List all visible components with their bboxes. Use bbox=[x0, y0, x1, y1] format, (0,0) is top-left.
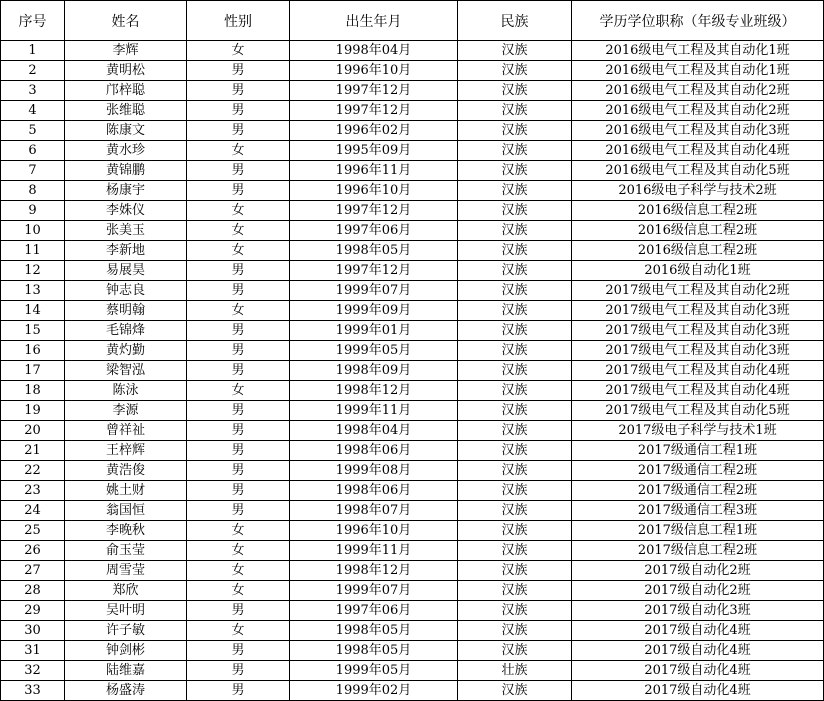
cell-name: 陈康文 bbox=[65, 121, 187, 141]
cell-class: 2017级自动化4班 bbox=[572, 681, 824, 701]
cell-class: 2016级信息工程2班 bbox=[572, 241, 824, 261]
cell-ethnicity: 汉族 bbox=[458, 641, 572, 661]
table-row bbox=[1, 41, 824, 61]
cell-name: 黄浩俊 bbox=[65, 461, 187, 481]
cell-class: 2016级电气工程及其自动化3班 bbox=[572, 121, 824, 141]
cell-ethnicity: 汉族 bbox=[458, 301, 572, 321]
cell-birth-date: 1997年06月 bbox=[290, 221, 458, 241]
cell-birth-date: 1998年04月 bbox=[290, 41, 458, 61]
cell-index: 32 bbox=[1, 661, 65, 681]
cell-name: 黄锦鹏 bbox=[65, 161, 187, 181]
table-row bbox=[1, 541, 824, 561]
cell-class: 2017级电气工程及其自动化4班 bbox=[572, 361, 824, 381]
cell-birth-date: 1999年11月 bbox=[290, 541, 458, 561]
cell-birth-date: 1995年09月 bbox=[290, 141, 458, 161]
cell-ethnicity: 汉族 bbox=[458, 201, 572, 221]
cell-class: 2017级电气工程及其自动化2班 bbox=[572, 281, 824, 301]
table-row bbox=[1, 181, 824, 201]
header-birth-date: 出生年月 bbox=[290, 1, 458, 41]
cell-name: 吴叶明 bbox=[65, 601, 187, 621]
cell-name: 翁国恒 bbox=[65, 501, 187, 521]
cell-index: 1 bbox=[1, 41, 65, 61]
header-gender: 性别 bbox=[187, 1, 290, 41]
cell-ethnicity: 汉族 bbox=[458, 181, 572, 201]
cell-gender: 女 bbox=[187, 621, 290, 641]
cell-class: 2016级电气工程及其自动化4班 bbox=[572, 141, 824, 161]
table-row bbox=[1, 481, 824, 501]
cell-name: 陆维嘉 bbox=[65, 661, 187, 681]
table-row bbox=[1, 361, 824, 381]
cell-ethnicity: 汉族 bbox=[458, 61, 572, 81]
cell-name: 陈泳 bbox=[65, 381, 187, 401]
cell-birth-date: 1997年12月 bbox=[290, 81, 458, 101]
cell-gender: 男 bbox=[187, 61, 290, 81]
cell-index: 21 bbox=[1, 441, 65, 461]
cell-birth-date: 1996年02月 bbox=[290, 121, 458, 141]
cell-birth-date: 1999年07月 bbox=[290, 581, 458, 601]
cell-ethnicity: 汉族 bbox=[458, 101, 572, 121]
cell-birth-date: 1998年04月 bbox=[290, 421, 458, 441]
cell-class: 2017级信息工程1班 bbox=[572, 521, 824, 541]
cell-index: 31 bbox=[1, 641, 65, 661]
cell-gender: 男 bbox=[187, 261, 290, 281]
cell-ethnicity: 汉族 bbox=[458, 41, 572, 61]
cell-birth-date: 1996年10月 bbox=[290, 521, 458, 541]
cell-name: 姚土财 bbox=[65, 481, 187, 501]
cell-gender: 女 bbox=[187, 201, 290, 221]
cell-name: 王梓辉 bbox=[65, 441, 187, 461]
cell-class: 2017级通信工程2班 bbox=[572, 481, 824, 501]
cell-gender: 男 bbox=[187, 341, 290, 361]
cell-gender: 女 bbox=[187, 381, 290, 401]
cell-index: 28 bbox=[1, 581, 65, 601]
cell-index: 5 bbox=[1, 121, 65, 141]
cell-ethnicity: 汉族 bbox=[458, 581, 572, 601]
table-row bbox=[1, 401, 824, 421]
cell-name: 李姝仪 bbox=[65, 201, 187, 221]
cell-birth-date: 1998年07月 bbox=[290, 501, 458, 521]
table-row bbox=[1, 561, 824, 581]
table-row bbox=[1, 641, 824, 661]
header-name: 姓名 bbox=[65, 1, 187, 41]
cell-index: 17 bbox=[1, 361, 65, 381]
table-row bbox=[1, 61, 824, 81]
cell-index: 2 bbox=[1, 61, 65, 81]
cell-birth-date: 1998年05月 bbox=[290, 641, 458, 661]
cell-ethnicity: 汉族 bbox=[458, 521, 572, 541]
cell-gender: 男 bbox=[187, 161, 290, 181]
cell-index: 6 bbox=[1, 141, 65, 161]
table-row bbox=[1, 581, 824, 601]
cell-gender: 男 bbox=[187, 441, 290, 461]
cell-name: 毛锦烽 bbox=[65, 321, 187, 341]
cell-index: 30 bbox=[1, 621, 65, 641]
cell-class: 2017级自动化4班 bbox=[572, 661, 824, 681]
cell-name: 李晚秋 bbox=[65, 521, 187, 541]
cell-name: 蔡明翰 bbox=[65, 301, 187, 321]
table-row bbox=[1, 421, 824, 441]
cell-ethnicity: 汉族 bbox=[458, 121, 572, 141]
cell-index: 11 bbox=[1, 241, 65, 261]
header-class: 学历学位职称（年级专业班级） bbox=[572, 1, 824, 41]
cell-gender: 男 bbox=[187, 401, 290, 421]
cell-index: 27 bbox=[1, 561, 65, 581]
cell-ethnicity: 汉族 bbox=[458, 221, 572, 241]
cell-name: 杨康宇 bbox=[65, 181, 187, 201]
cell-birth-date: 1996年10月 bbox=[290, 181, 458, 201]
cell-class: 2017级电气工程及其自动化4班 bbox=[572, 381, 824, 401]
cell-class: 2016级电气工程及其自动化5班 bbox=[572, 161, 824, 181]
cell-birth-date: 1999年02月 bbox=[290, 681, 458, 701]
table-row bbox=[1, 321, 824, 341]
table-row bbox=[1, 81, 824, 101]
cell-class: 2017级自动化3班 bbox=[572, 601, 824, 621]
cell-birth-date: 1996年11月 bbox=[290, 161, 458, 181]
cell-birth-date: 1998年12月 bbox=[290, 561, 458, 581]
cell-birth-date: 1999年07月 bbox=[290, 281, 458, 301]
cell-gender: 男 bbox=[187, 281, 290, 301]
cell-class: 2017级自动化4班 bbox=[572, 621, 824, 641]
cell-gender: 男 bbox=[187, 501, 290, 521]
table-row bbox=[1, 121, 824, 141]
table-row bbox=[1, 141, 824, 161]
table-row bbox=[1, 241, 824, 261]
cell-class: 2017级通信工程1班 bbox=[572, 441, 824, 461]
cell-name: 黄水珍 bbox=[65, 141, 187, 161]
cell-class: 2016级信息工程2班 bbox=[572, 221, 824, 241]
cell-ethnicity: 汉族 bbox=[458, 261, 572, 281]
table-row bbox=[1, 501, 824, 521]
cell-gender: 女 bbox=[187, 581, 290, 601]
cell-index: 10 bbox=[1, 221, 65, 241]
cell-gender: 男 bbox=[187, 181, 290, 201]
cell-gender: 男 bbox=[187, 481, 290, 501]
cell-class: 2017级电气工程及其自动化3班 bbox=[572, 301, 824, 321]
cell-birth-date: 1999年11月 bbox=[290, 401, 458, 421]
cell-ethnicity: 汉族 bbox=[458, 461, 572, 481]
cell-index: 4 bbox=[1, 101, 65, 121]
table-row bbox=[1, 221, 824, 241]
cell-birth-date: 1999年09月 bbox=[290, 301, 458, 321]
cell-class: 2017级自动化2班 bbox=[572, 581, 824, 601]
cell-gender: 女 bbox=[187, 141, 290, 161]
table-row bbox=[1, 441, 824, 461]
cell-name: 钟剑彬 bbox=[65, 641, 187, 661]
cell-ethnicity: 汉族 bbox=[458, 481, 572, 501]
cell-index: 20 bbox=[1, 421, 65, 441]
cell-index: 33 bbox=[1, 681, 65, 701]
table-row bbox=[1, 381, 824, 401]
cell-name: 张维聪 bbox=[65, 101, 187, 121]
cell-ethnicity: 汉族 bbox=[458, 601, 572, 621]
cell-index: 18 bbox=[1, 381, 65, 401]
cell-gender: 女 bbox=[187, 541, 290, 561]
cell-class: 2016级电气工程及其自动化1班 bbox=[572, 41, 824, 61]
cell-index: 22 bbox=[1, 461, 65, 481]
cell-birth-date: 1997年12月 bbox=[290, 261, 458, 281]
cell-name: 郑欣 bbox=[65, 581, 187, 601]
cell-ethnicity: 汉族 bbox=[458, 541, 572, 561]
cell-ethnicity: 汉族 bbox=[458, 681, 572, 701]
cell-index: 19 bbox=[1, 401, 65, 421]
cell-class: 2017级通信工程3班 bbox=[572, 501, 824, 521]
cell-index: 16 bbox=[1, 341, 65, 361]
cell-ethnicity: 汉族 bbox=[458, 501, 572, 521]
cell-class: 2017级电气工程及其自动化3班 bbox=[572, 341, 824, 361]
cell-index: 12 bbox=[1, 261, 65, 281]
cell-ethnicity: 壮族 bbox=[458, 661, 572, 681]
header-index: 序号 bbox=[1, 1, 65, 41]
cell-class: 2017级自动化4班 bbox=[572, 641, 824, 661]
cell-name: 李源 bbox=[65, 401, 187, 421]
header-row bbox=[1, 1, 824, 41]
cell-gender: 男 bbox=[187, 121, 290, 141]
cell-ethnicity: 汉族 bbox=[458, 361, 572, 381]
cell-index: 14 bbox=[1, 301, 65, 321]
cell-class: 2016级电气工程及其自动化1班 bbox=[572, 61, 824, 81]
cell-gender: 男 bbox=[187, 421, 290, 441]
cell-birth-date: 1999年08月 bbox=[290, 461, 458, 481]
cell-name: 钟志良 bbox=[65, 281, 187, 301]
cell-ethnicity: 汉族 bbox=[458, 381, 572, 401]
cell-gender: 男 bbox=[187, 81, 290, 101]
cell-ethnicity: 汉族 bbox=[458, 421, 572, 441]
cell-name: 俞玉莹 bbox=[65, 541, 187, 561]
cell-class: 2016级自动化1班 bbox=[572, 261, 824, 281]
cell-gender: 男 bbox=[187, 461, 290, 481]
cell-index: 9 bbox=[1, 201, 65, 221]
cell-birth-date: 1998年12月 bbox=[290, 381, 458, 401]
cell-class: 2017级电气工程及其自动化3班 bbox=[572, 321, 824, 341]
cell-gender: 男 bbox=[187, 641, 290, 661]
cell-class: 2016级电子科学与技术2班 bbox=[572, 181, 824, 201]
cell-class: 2016级电气工程及其自动化2班 bbox=[572, 81, 824, 101]
cell-ethnicity: 汉族 bbox=[458, 341, 572, 361]
cell-index: 25 bbox=[1, 521, 65, 541]
cell-birth-date: 1998年09月 bbox=[290, 361, 458, 381]
cell-gender: 男 bbox=[187, 321, 290, 341]
cell-index: 23 bbox=[1, 481, 65, 501]
cell-ethnicity: 汉族 bbox=[458, 281, 572, 301]
cell-name: 许子敏 bbox=[65, 621, 187, 641]
table-row bbox=[1, 681, 824, 701]
cell-index: 8 bbox=[1, 181, 65, 201]
table-row bbox=[1, 201, 824, 221]
cell-gender: 女 bbox=[187, 301, 290, 321]
cell-name: 黄灼勤 bbox=[65, 341, 187, 361]
cell-name: 邝梓聪 bbox=[65, 81, 187, 101]
cell-birth-date: 1998年05月 bbox=[290, 621, 458, 641]
cell-name: 杨盛涛 bbox=[65, 681, 187, 701]
cell-gender: 男 bbox=[187, 601, 290, 621]
table-body bbox=[1, 41, 824, 701]
cell-gender: 女 bbox=[187, 521, 290, 541]
cell-gender: 女 bbox=[187, 221, 290, 241]
cell-ethnicity: 汉族 bbox=[458, 401, 572, 421]
table-row bbox=[1, 521, 824, 541]
cell-birth-date: 1998年05月 bbox=[290, 241, 458, 261]
cell-gender: 男 bbox=[187, 101, 290, 121]
cell-index: 7 bbox=[1, 161, 65, 181]
cell-index: 3 bbox=[1, 81, 65, 101]
cell-name: 梁智泓 bbox=[65, 361, 187, 381]
table-row bbox=[1, 161, 824, 181]
cell-name: 周雪莹 bbox=[65, 561, 187, 581]
cell-class: 2017级信息工程2班 bbox=[572, 541, 824, 561]
cell-index: 24 bbox=[1, 501, 65, 521]
cell-gender: 女 bbox=[187, 41, 290, 61]
cell-name: 李新地 bbox=[65, 241, 187, 261]
cell-gender: 男 bbox=[187, 681, 290, 701]
cell-class: 2016级信息工程2班 bbox=[572, 201, 824, 221]
cell-birth-date: 1996年10月 bbox=[290, 61, 458, 81]
cell-index: 13 bbox=[1, 281, 65, 301]
cell-birth-date: 1998年06月 bbox=[290, 441, 458, 461]
cell-birth-date: 1999年05月 bbox=[290, 341, 458, 361]
table-row bbox=[1, 281, 824, 301]
table-row bbox=[1, 341, 824, 361]
table-row bbox=[1, 101, 824, 121]
cell-ethnicity: 汉族 bbox=[458, 81, 572, 101]
cell-birth-date: 1999年01月 bbox=[290, 321, 458, 341]
table-row bbox=[1, 621, 824, 641]
cell-name: 张美玉 bbox=[65, 221, 187, 241]
cell-class: 2017级自动化2班 bbox=[572, 561, 824, 581]
cell-class: 2017级通信工程2班 bbox=[572, 461, 824, 481]
cell-birth-date: 1997年06月 bbox=[290, 601, 458, 621]
cell-ethnicity: 汉族 bbox=[458, 321, 572, 341]
cell-ethnicity: 汉族 bbox=[458, 621, 572, 641]
cell-name: 易展昊 bbox=[65, 261, 187, 281]
cell-gender: 女 bbox=[187, 561, 290, 581]
cell-index: 15 bbox=[1, 321, 65, 341]
cell-ethnicity: 汉族 bbox=[458, 141, 572, 161]
cell-name: 黄明松 bbox=[65, 61, 187, 81]
cell-ethnicity: 汉族 bbox=[458, 561, 572, 581]
table-row bbox=[1, 661, 824, 681]
table-row bbox=[1, 601, 824, 621]
cell-index: 29 bbox=[1, 601, 65, 621]
table-row bbox=[1, 461, 824, 481]
cell-gender: 女 bbox=[187, 241, 290, 261]
table-row bbox=[1, 301, 824, 321]
cell-birth-date: 1998年06月 bbox=[290, 481, 458, 501]
cell-ethnicity: 汉族 bbox=[458, 161, 572, 181]
cell-class: 2016级电气工程及其自动化2班 bbox=[572, 101, 824, 121]
header-ethnicity: 民族 bbox=[458, 1, 572, 41]
cell-name: 曾祥祉 bbox=[65, 421, 187, 441]
cell-ethnicity: 汉族 bbox=[458, 241, 572, 261]
cell-ethnicity: 汉族 bbox=[458, 441, 572, 461]
cell-class: 2017级电子科学与技术1班 bbox=[572, 421, 824, 441]
cell-name: 李辉 bbox=[65, 41, 187, 61]
cell-class: 2017级电气工程及其自动化5班 bbox=[572, 401, 824, 421]
cell-gender: 男 bbox=[187, 661, 290, 681]
cell-birth-date: 1997年12月 bbox=[290, 101, 458, 121]
cell-birth-date: 1997年12月 bbox=[290, 201, 458, 221]
cell-birth-date: 1999年05月 bbox=[290, 661, 458, 681]
cell-index: 26 bbox=[1, 541, 65, 561]
table-row bbox=[1, 261, 824, 281]
cell-gender: 男 bbox=[187, 361, 290, 381]
